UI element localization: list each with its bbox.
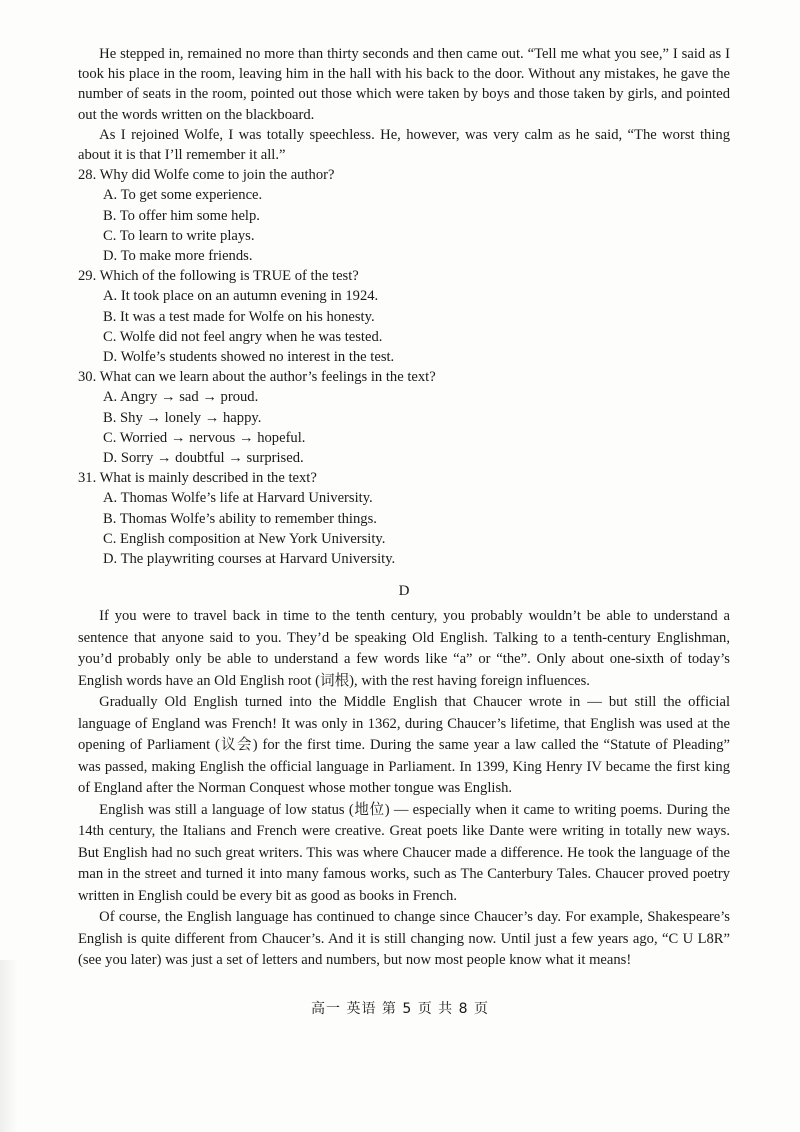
option-d: D. Sorry → doubtful → surprised. <box>103 450 304 467</box>
option-c: C. English composition at New York University. <box>103 530 386 547</box>
option-a: A. Thomas Wolfe’s life at Harvard University. <box>103 490 373 507</box>
question-31 <box>78 468 730 569</box>
option-b: B. To offer him some help. <box>103 207 260 224</box>
option-b: B. Shy → lonely → happy. <box>103 409 262 426</box>
question-28 <box>78 165 730 266</box>
passage-paragraph: Of course, the English language has continued to change since Chaucer’s day. For example, Shakespeare’s English is quite different from Chaucer’s. And it is still changing now. Until just a few years ago, “C U L8R” (see you later) was just a set of letters and numbers, but now most people know what it means! <box>78 909 730 969</box>
option-a: A. To get some experience. <box>103 187 263 204</box>
passage-paragraph: If you were to travel back in time to the tenth century, you probably wouldn’t be able to understand a sentence that anyone said to you. They’d be speaking Old English. Talking to a tenth-century Englishman, you’d probably only be able to understand a few words like “a” or “the”. Only about one-sixth of today’s English words have an Old English root (词根), with the rest having foreign influences. <box>78 608 730 689</box>
question-30 <box>78 367 730 468</box>
page-footer: 高一 英语 第 5 页 共 8 页 <box>311 1001 489 1017</box>
option-a: A. Angry → sad → proud. <box>103 389 259 406</box>
passage-paragraph: As I rejoined Wolfe, I was totally speechless. He, however, was very calm as he said, “The worst thing about it is that I’ll remember it all.” <box>78 126 730 164</box>
passage-d <box>78 606 730 972</box>
option-d: D. To make more friends. <box>103 248 253 265</box>
page-edge-shadow <box>0 960 18 1132</box>
passage-paragraph: English was still a language of low status (地位) — especially when it came to writing poems. During the 14th century, the Italians and French were creative. Great poets like Dante were writing in totally new ways. But English had no such great writers. This was where Chaucer made a difference. He took the language of the man in the street and turned it into many famous works, such as The Canterbury Tales. Chaucer proved poetry written in English could be every bit as good as books in French. <box>78 801 730 904</box>
option-c: C. To learn to write plays. <box>103 227 255 244</box>
passage-c-ending <box>78 44 730 165</box>
option-d: D. Wolfe’s students showed no interest in the test. <box>103 349 395 366</box>
question-stem: 31. What is mainly described in the text? <box>78 470 317 487</box>
passage-paragraph: He stepped in, remained no more than thirty seconds and then came out. “Tell me what you see,” I said as I took his place in the room, leaving him in the hall with his back to the door. Without any mistakes, he gave the number of seats in the room, pointed out those which were taken by boys and those taken by girls, and pointed out the words written on the blackboard. <box>78 46 730 123</box>
question-stem: 28. Why did Wolfe come to join the author? <box>78 167 335 184</box>
page-content <box>78 44 730 972</box>
question-29 <box>78 266 730 367</box>
option-d: D. The playwriting courses at Harvard University. <box>103 551 396 568</box>
option-c: C. Worried → nervous → hopeful. <box>103 429 306 446</box>
option-c: C. Wolfe did not feel angry when he was tested. <box>103 328 383 345</box>
option-list <box>78 286 730 367</box>
question-stem: 30. What can we learn about the author’s feelings in the text? <box>78 369 436 386</box>
question-stem: 29. Which of the following is TRUE of the test? <box>78 268 359 285</box>
option-list <box>78 488 730 569</box>
option-b: B. It was a test made for Wolfe on his honesty. <box>103 308 375 325</box>
option-b: B. Thomas Wolfe’s ability to remember things. <box>103 510 377 527</box>
section-d-title: D <box>398 583 410 600</box>
option-list <box>78 185 730 266</box>
passage-paragraph: Gradually Old English turned into the Middle English that Chaucer wrote in — but still the official language of England was French! It was only in 1362, during Chaucer’s lifetime, that English was used at the opening of Parliament (议会) for the first time. During the same year a law called the “Statute of Pleading” was passed, making English the official language in Parliament. In 1399, King Henry IV became the first king of England after the Norman Conquest whose mother tongue was English. <box>78 694 730 797</box>
option-list <box>78 387 730 468</box>
option-a: A. It took place on an autumn evening in 1924. <box>103 288 379 305</box>
